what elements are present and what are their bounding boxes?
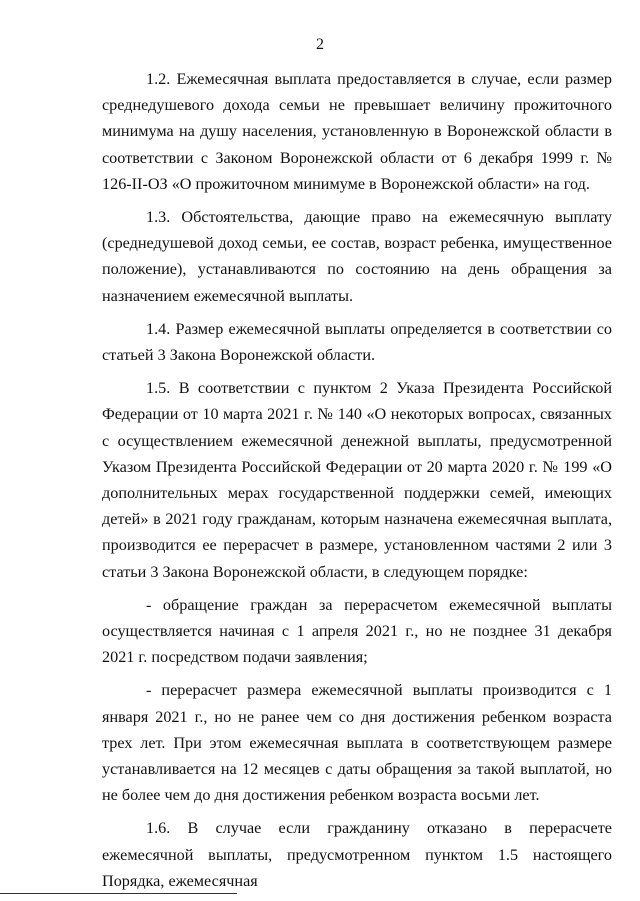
- paragraph-1-6: 1.6. В случае если гражданину отказано в перерасчете ежемесячной выплаты, предусмотренном пунктом 1.5 настоящего Порядка, ежемесячная: [102, 819, 612, 890]
- document-body: [102, 66, 612, 898]
- paragraph-1-3: 1.3. Обстоятельства, дающие право на ежемесячную выплату (среднедушевой доход семьи, ее состав, возраст ребенка, имущественное положение), устанавливаются по состоянию на день обращения за назначением ежемесячной выплаты.: [102, 208, 612, 305]
- list-item-appeal: - обращение граждан за перерасчетом ежемесячной выплаты осуществляется начиная с 1 апреля 2021 г., но не позднее 31 декабря 2021 г. посредством подачи заявления;: [102, 595, 612, 667]
- paragraph-1-5: 1.5. В соответствии с пунктом 2 Указа Президента Российской Федерации от 10 марта 2021 г. № 140 «О некоторых вопросах, связанных с осуществлением ежемесячной денежной выплаты, предусмотренной Указом Президента Российской Федерации от 20 марта 2020 г. № 199 «О дополнительных мерах государственной поддержки семей, имеющих детей» в 2021 году гражданам, которым назначена ежемесячная выплата, производится ее перерасчет в размере, установленном частями 2 или 3 статьи 3 Закона Воронежской области, в следующем порядке:: [102, 379, 612, 581]
- paragraph-1-4: 1.4. Размер ежемесячной выплаты определяется в соответствии со статьей 3 Закона Воронежской области.: [102, 319, 612, 365]
- list-item-recalculation: - перерасчет размера ежемесячной выплаты производится с 1 января 2021 г., но не ранее чем со дня достижения ребенком возраста трех лет. При этом ежемесячная выплата в соответствующем размере устанавливается на 12 месяцев с даты обращения за такой выплатой, но не более чем до дня достижения ребенком возраста восьми лет.: [102, 681, 612, 805]
- paragraph-1-2: 1.2. Ежемесячная выплата предоставляется в случае, если размер среднедушевого дохода семьи не превышает величину прожиточного минимума на душу населения, установленную в Воронежской области в соответствии с Законом Воронежской области от 6 декабря 1999 г. № 126-II-ОЗ «О прожиточном минимуме в Воронежской области» на год.: [102, 70, 612, 193]
- page-number: 2: [316, 36, 324, 53]
- footer-divider: [0, 893, 237, 894]
